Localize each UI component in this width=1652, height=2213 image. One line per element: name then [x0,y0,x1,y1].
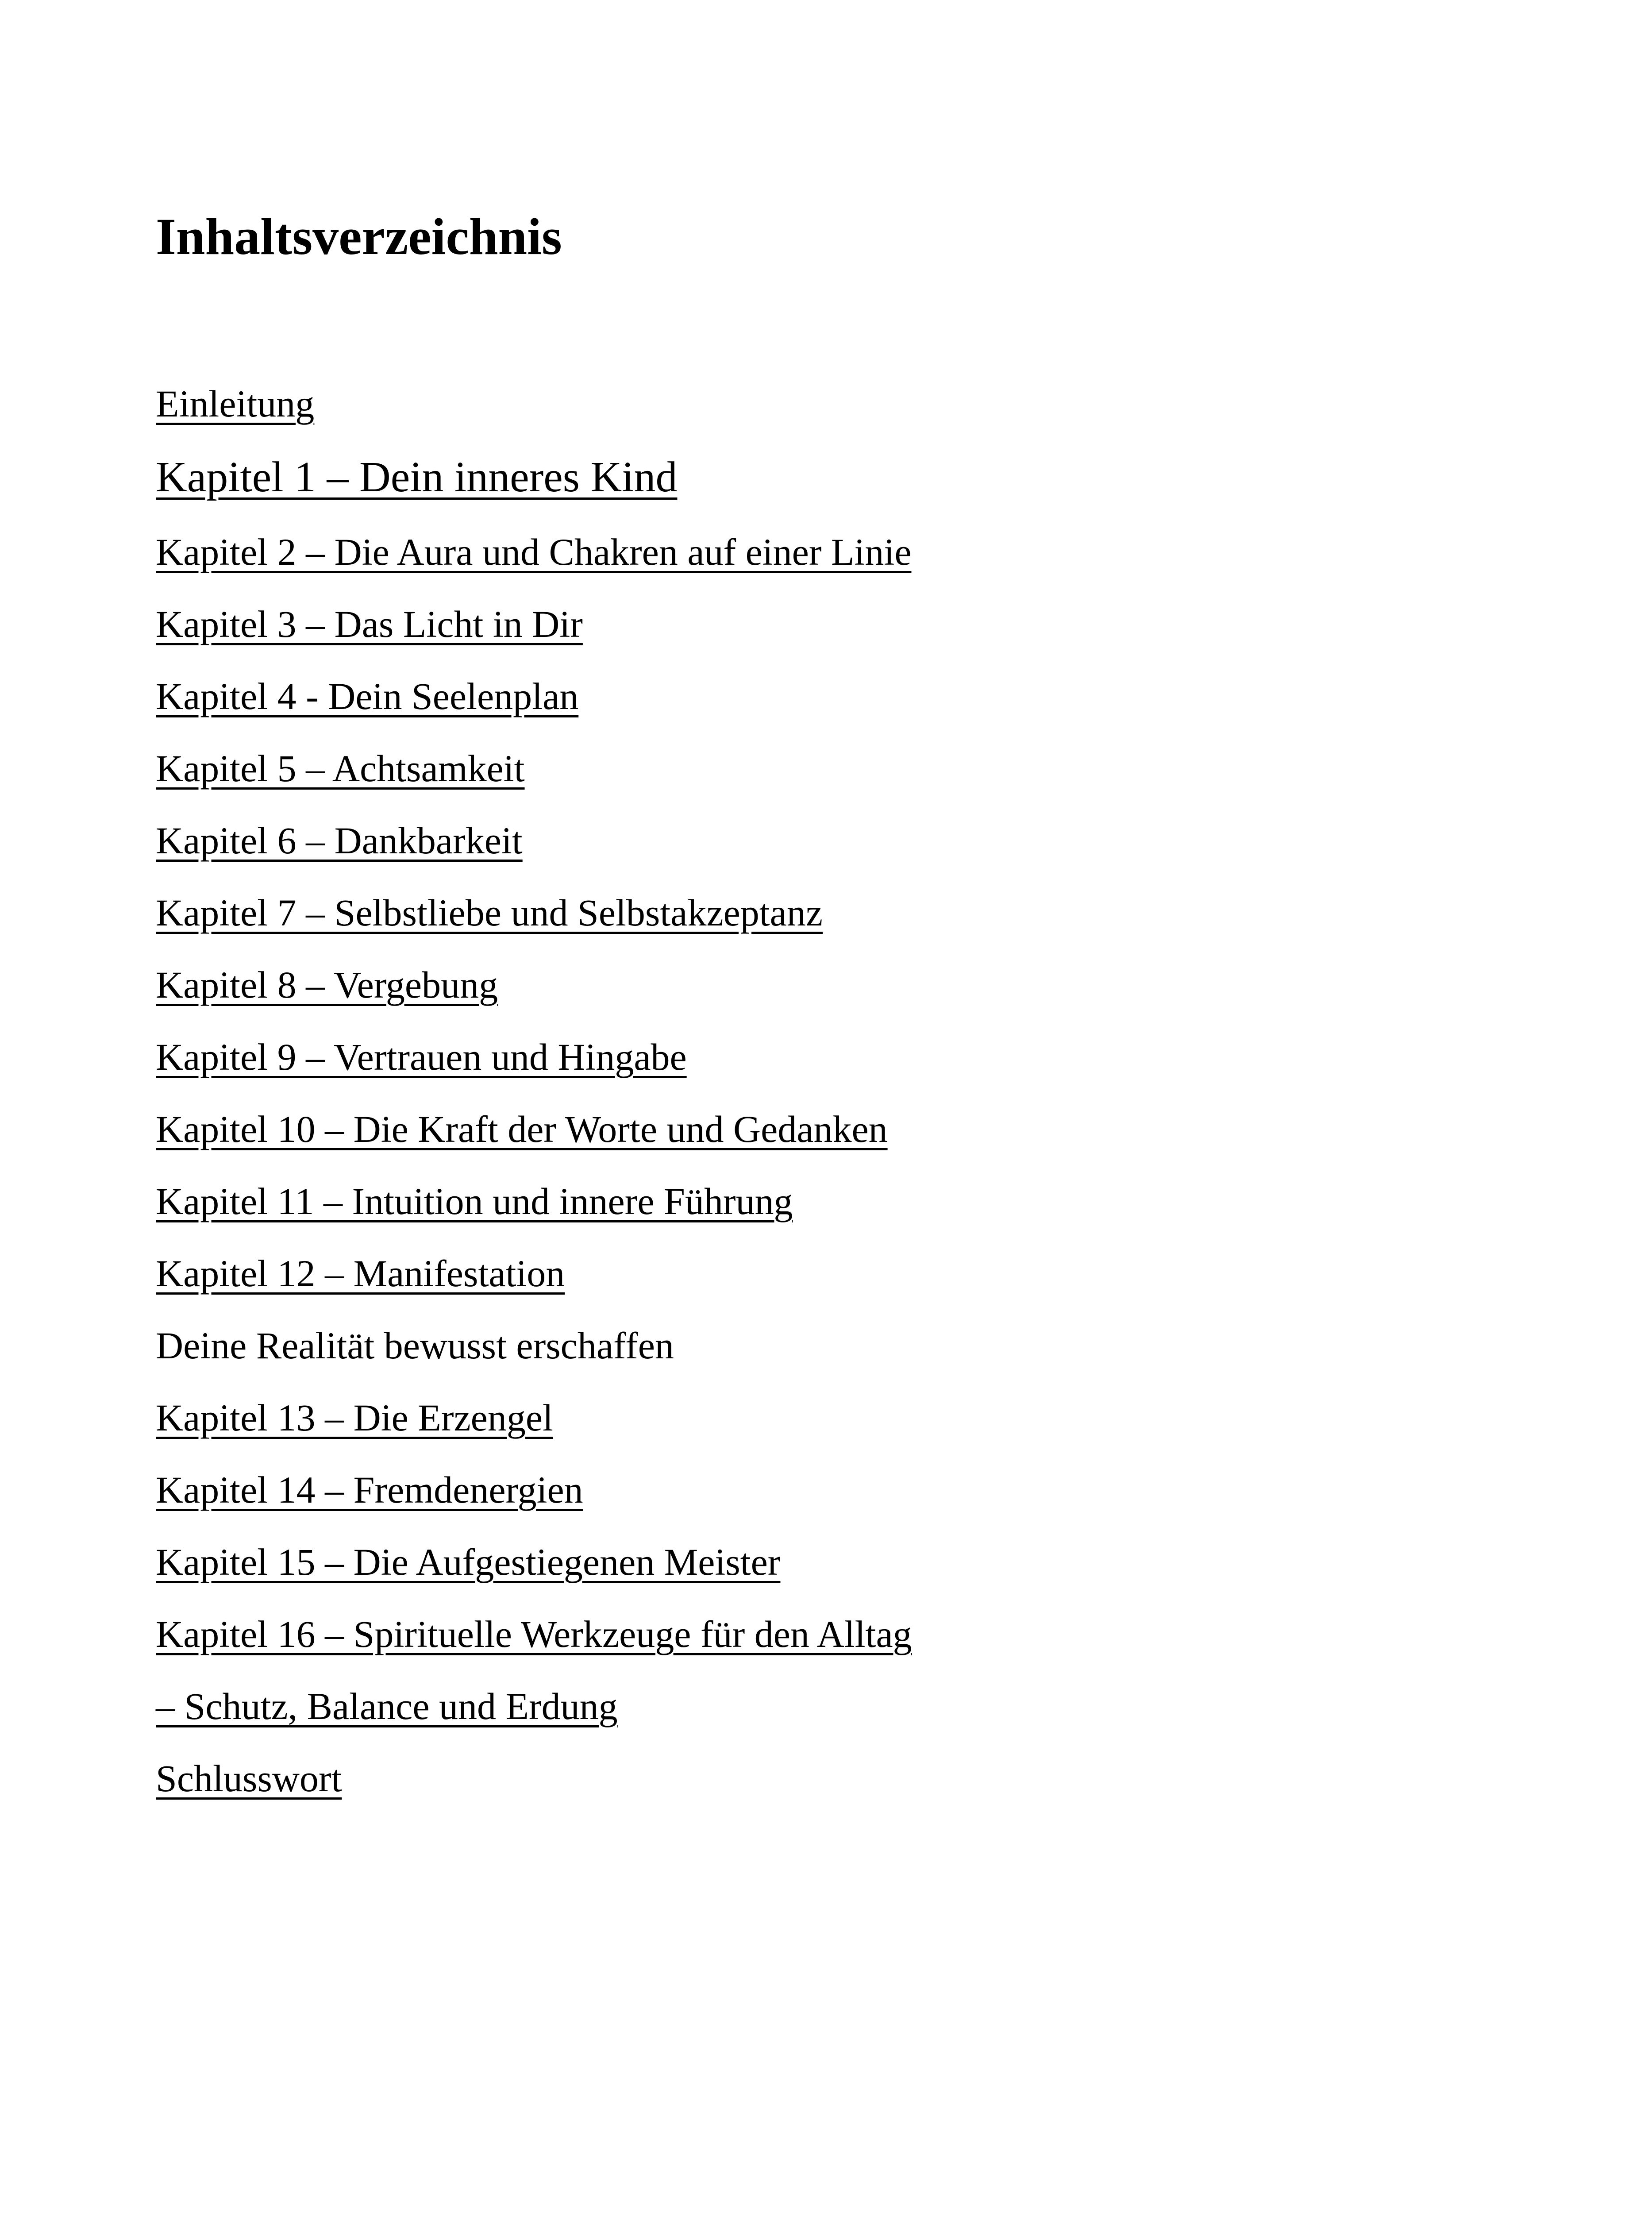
toc-entry-kapitel-2[interactable]: Kapitel 2 – Die Aura und Chakren auf einer Linie [156,531,912,573]
toc-entry-kapitel-9[interactable]: Kapitel 9 – Vertrauen und Hingabe [156,1036,687,1078]
toc-entry-kapitel-4[interactable]: Kapitel 4 - Dein Seelenplan [156,675,579,717]
toc-entry-kapitel-15[interactable]: Kapitel 15 – Die Aufgestiegenen Meister [156,1541,781,1583]
toc-entry-kapitel-14[interactable]: Kapitel 14 – Fremdenergien [156,1469,583,1511]
toc-entry-schlusswort[interactable]: Schlusswort [156,1757,342,1800]
toc-entry-kapitel-16[interactable]: Kapitel 16 – Spirituelle Werkzeuge für den Alltag [156,1613,912,1655]
toc-entry-kapitel-6[interactable]: Kapitel 6 – Dankbarkeit [156,819,523,862]
toc-entry-kapitel-8[interactable]: Kapitel 8 – Vergebung [156,964,498,1006]
toc-entry-kapitel-12[interactable]: Kapitel 12 – Manifestation [156,1252,565,1295]
toc-entry-kapitel-10[interactable]: Kapitel 10 – Die Kraft der Worte und Gedanken [156,1108,888,1150]
toc-entry-kapitel-11[interactable]: Kapitel 11 – Intuition und innere Führung [156,1180,793,1222]
toc-entry-kapitel-5[interactable]: Kapitel 5 – Achtsamkeit [156,747,525,790]
toc-entry-kapitel-3[interactable]: Kapitel 3 – Das Licht in Dir [156,603,583,645]
toc-entry-kapitel-1[interactable]: Kapitel 1 – Dein inneres Kind [156,453,678,501]
toc-entry-kapitel-16-subtitle[interactable]: – Schutz, Balance und Erdung [156,1685,618,1727]
toc-entry-kapitel-7[interactable]: Kapitel 7 – Selbstliebe und Selbstakzeptanz [156,891,823,934]
toc-title: Inhaltsverzeichnis [156,208,562,266]
toc-entry-einleitung[interactable]: Einleitung [156,382,315,425]
toc-entry-kapitel-13[interactable]: Kapitel 13 – Die Erzengel [156,1396,553,1439]
toc-entry-kapitel-12-subtitle: Deine Realität bewusst erschaffen [156,1324,674,1367]
